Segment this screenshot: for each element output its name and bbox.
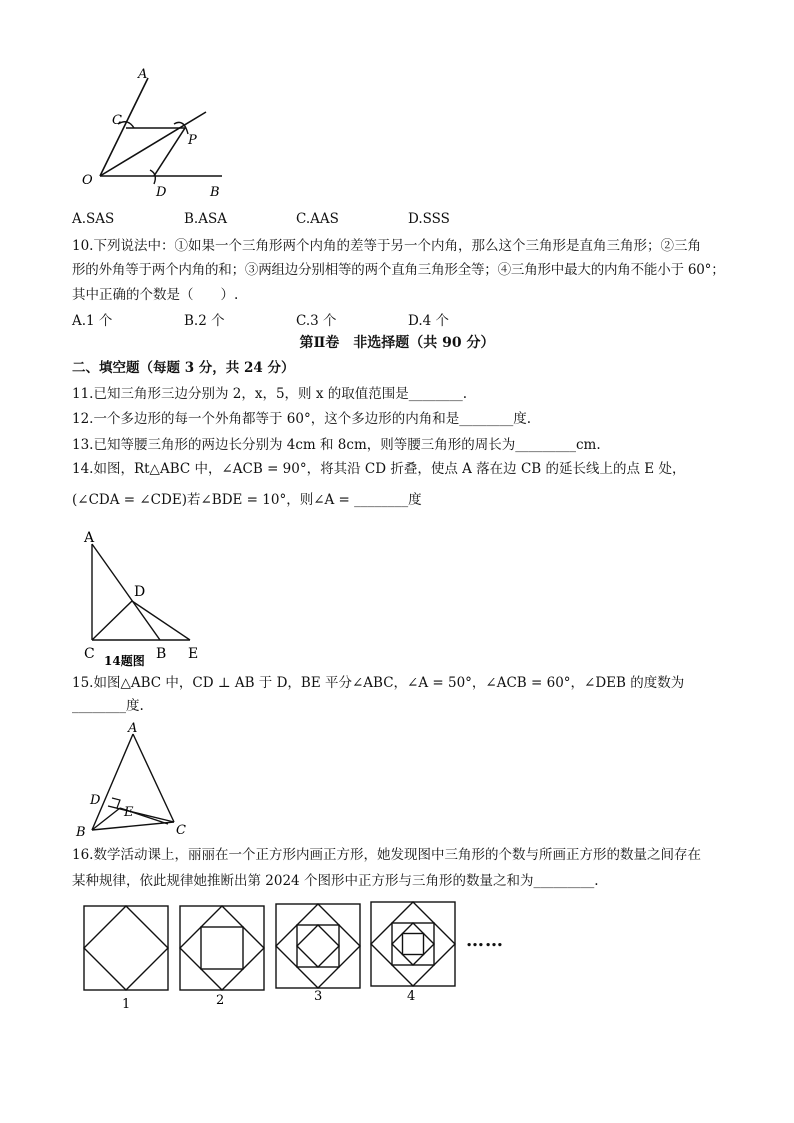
q15-figure (76, 720, 196, 840)
segment-DP (154, 128, 185, 176)
caption-3: 3 (314, 989, 323, 1004)
q9-option-a[interactable]: A.SAS (72, 211, 115, 227)
label-B: B (210, 185, 220, 200)
q16-figure-4 (369, 900, 459, 1010)
q16-line1: 16.数学活动课上，丽丽在一个正方形内画正方形，她发现图中三角形的个数与所画正方形的数量之间存在 (72, 847, 701, 863)
q9-option-b[interactable]: B.ASA (184, 211, 227, 227)
q10-option-d[interactable]: D.4 个 (408, 313, 450, 329)
q16-line2: 某种规律，依此规律她推断出第 2024 个图形中正方形与三角形的数量之和为_________. (72, 873, 599, 889)
label-E: E (188, 646, 199, 662)
label-A: A (138, 67, 148, 82)
label-E: E (124, 805, 134, 820)
figure-caption: 14题图 (104, 654, 145, 668)
label-C: C (112, 113, 122, 128)
q16-figure-2 (178, 904, 268, 1014)
q10-line1: 10.下列说法中：①如果一个三角形两个内角的差等于另一个内角，那么这个三角形是直角三角形；②三角 (72, 238, 701, 254)
side-AC (133, 734, 174, 822)
outer-square (180, 906, 264, 990)
label-C: C (176, 823, 186, 838)
label-D: D (156, 185, 167, 200)
q15-line2: ________度. (72, 698, 144, 714)
label-P: P (188, 133, 197, 148)
inner-square (392, 923, 434, 965)
diamond (276, 904, 360, 988)
inner-square (201, 927, 243, 969)
arc-D (150, 170, 155, 184)
segment-CD (108, 806, 174, 822)
label-A: A (84, 530, 95, 546)
q12-text: 12.一个多边形的每一个外角都等于 60°，这个多边形的内角和是________度. (72, 411, 531, 427)
caption-1: 1 (122, 997, 131, 1012)
outer-square (371, 902, 455, 986)
innermost-square (403, 934, 424, 955)
label-O: O (82, 173, 93, 188)
section2-title: 二、填空题（每题 3 分，共 24 分） (72, 360, 295, 376)
q9-option-c[interactable]: C.AAS (296, 211, 339, 227)
label-A: A (128, 721, 138, 736)
caption-2: 2 (216, 993, 225, 1008)
side-AB (92, 544, 160, 640)
q15-line1: 15.如图△ABC 中，CD ⊥ AB 于 D，BE 平分∠ABC，∠A = 50°，∠ACB = 60°，∠DEB 的度数为 (72, 675, 685, 691)
outer-square (276, 904, 360, 988)
label-B: B (76, 825, 86, 840)
q9-figure (70, 62, 240, 202)
diamond (180, 906, 264, 990)
q13-text: 13.已知等腰三角形的两边长分别为 4cm 和 8cm，则等腰三角形的周长为_________cm. (72, 437, 601, 453)
segment-DE (132, 601, 190, 640)
part2-title: 第Ⅱ卷 非选择题（共 90 分） (299, 335, 495, 351)
q16-figure-3 (274, 902, 364, 1012)
q14-line2: (∠CDA = ∠CDE)若∠BDE = 10°，则∠A = ________度 (72, 492, 422, 508)
caption-4: 4 (407, 989, 416, 1004)
inner-square (297, 925, 339, 967)
outer-square (84, 906, 168, 990)
diamond (84, 906, 168, 990)
segment-CD (92, 601, 132, 640)
label-C: C (84, 646, 95, 662)
q16-figure-1 (82, 904, 172, 1014)
label-D: D (90, 793, 101, 808)
q10-option-a[interactable]: A.1 个 (72, 313, 113, 329)
right-angle-mark (112, 798, 120, 808)
diamond (371, 902, 455, 986)
q10-option-c[interactable]: C.3 个 (296, 313, 337, 329)
q14-line1: 14.如图，Rt△ABC 中，∠ACB = 90°，将其沿 CD 折叠，使点 A 落在边 CB 的延长线上的点 E 处， (72, 461, 686, 477)
inner-diamond (297, 925, 339, 967)
q16-ellipsis: …… (466, 930, 504, 951)
q10-option-b[interactable]: B.2 个 (184, 313, 225, 329)
side-BC (92, 822, 174, 830)
q9-option-d[interactable]: D.SSS (408, 211, 450, 227)
q11-text: 11.已知三角形三边分别为 2，x，5，则 x 的取值范围是________. (72, 386, 468, 402)
q9-options (72, 210, 450, 228)
label-B: B (156, 646, 167, 662)
q14-figure (80, 530, 220, 668)
inner-diamond (392, 923, 434, 965)
q10-line2: 形的外角等于两个内角的和；③两组边分别相等的两个直角三角形全等；④三角形中最大的内角不能小于 60°； (72, 262, 725, 278)
q10-line3: 其中正确的个数是（ ）. (72, 287, 239, 303)
q10-options (72, 312, 449, 330)
label-D: D (134, 584, 146, 600)
